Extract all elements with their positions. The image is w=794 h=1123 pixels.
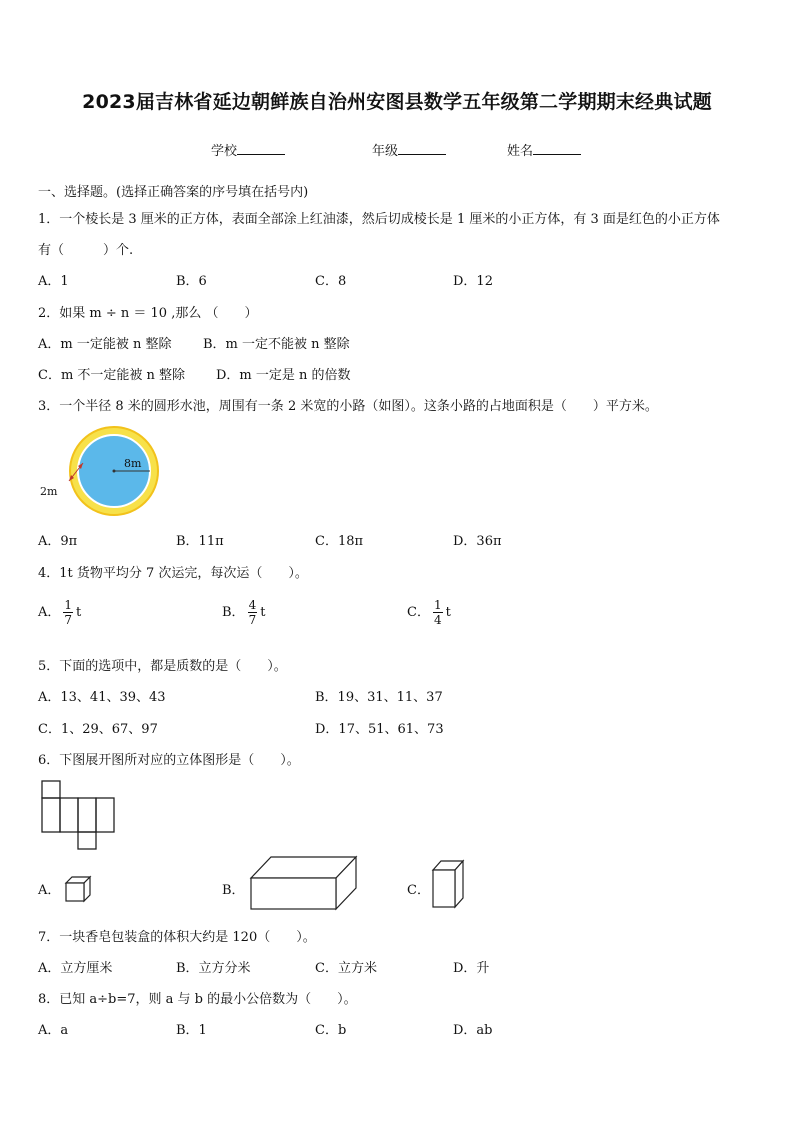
q5-option-d: D．17、51、61、73: [315, 722, 444, 737]
school-label: 学校: [211, 144, 238, 159]
radius-label: 8m: [124, 457, 142, 470]
q7-option-b: B．立方分米: [176, 961, 251, 976]
numerator: 1: [64, 598, 73, 612]
q5-option-a: A．13、41、39、43: [38, 690, 166, 705]
q1-option-b: B．6: [176, 274, 207, 289]
q6-option-c: C．: [407, 883, 430, 898]
grade-blank: [398, 142, 446, 155]
q4-option-c: [407, 598, 451, 627]
cube-net-figure: [40, 779, 120, 851]
q4-option-a: [38, 598, 81, 627]
numerator: 1: [433, 598, 442, 612]
grade-label: 年级: [372, 144, 399, 159]
section-heading: 一、选择题。(选择正确答案的序号填在括号内): [38, 185, 309, 200]
unit: t: [260, 605, 266, 620]
q4-text: 4．1t 货物平均分 7 次运完，每次运（ ）。: [38, 566, 308, 581]
q3-option-d: D．36π: [453, 534, 502, 549]
q1-option-a: A．1: [38, 274, 69, 289]
denominator: 7: [64, 613, 73, 627]
q5-option-c: C．1、29、67、97: [38, 722, 158, 737]
net-face: [78, 832, 96, 849]
q4-option-b-label: B．: [222, 605, 245, 620]
flat-cuboid-figure: [248, 853, 360, 911]
fraction: [248, 598, 258, 627]
name-field: [507, 140, 581, 159]
net-face: [42, 798, 60, 832]
fraction: [63, 598, 73, 627]
q5-option-b: B．19、31、11、37: [315, 690, 443, 705]
q7-option-a: A．立方厘米: [38, 961, 113, 976]
grade-field: [372, 140, 446, 159]
tall-cuboid-front-face: [433, 870, 455, 907]
tall-cuboid-figure: [430, 858, 466, 910]
net-face: [96, 798, 114, 832]
q3-option-a: A．9π: [38, 534, 78, 549]
pool-figure: [36, 425, 166, 515]
q2-option-a: A．m 一定能被 n 整除: [38, 337, 172, 352]
denominator: 7: [248, 613, 257, 627]
denominator: 4: [433, 613, 442, 627]
net-face: [78, 798, 96, 832]
unit: t: [76, 605, 82, 620]
q6-option-a: A．: [38, 883, 61, 898]
q1-text: 1．一个棱长是 3 厘米的正方体，表面全部涂上红油漆，然后切成棱长是 1 厘米的小正方体，有 3 面是红色的小正方体: [38, 212, 720, 227]
small-cube-figure: [64, 875, 96, 905]
q3-text: 3．一个半径 8 米的圆形水池，周围有一条 2 米宽的小路（如图）。这条小路的占地面积是（ ）平方米。: [38, 399, 658, 414]
school-blank: [237, 142, 285, 155]
q3-option-c: C．18π: [315, 534, 364, 549]
q4-option-c-label: C．: [407, 605, 430, 620]
q6-option-b: B．: [222, 883, 245, 898]
cube-front-face: [66, 883, 84, 901]
q2-option-d: D．m 一定是 n 的倍数: [216, 368, 351, 383]
tall-cuboid-side-face: [455, 861, 463, 907]
q4-option-a-label: A．: [38, 605, 61, 620]
q7-option-c: C．立方米: [315, 961, 377, 976]
q2-option-b: B．m 一定不能被 n 整除: [203, 337, 350, 352]
center-dot: [113, 470, 116, 473]
name-blank: [533, 142, 581, 155]
q8-text: 8．已知 a÷b=7，则 a 与 b 的最小公倍数为（ ）。: [38, 992, 357, 1007]
q6-text: 6．下图展开图所对应的立体图形是（ ）。: [38, 753, 300, 768]
q8-option-d: D．ab: [453, 1023, 493, 1038]
net-face: [60, 798, 78, 832]
q5-text: 5．下面的选项中，都是质数的是（ ）。: [38, 659, 287, 674]
numerator: 4: [248, 598, 257, 612]
q1-option-c: C．8: [315, 274, 347, 289]
q4-option-b: [222, 598, 265, 627]
cuboid-front-face: [251, 878, 336, 909]
q1-text-cont: 有（ ）个.: [38, 243, 134, 258]
unit: t: [445, 605, 451, 620]
fraction: [433, 598, 443, 627]
q1-option-d: D．12: [453, 274, 493, 289]
path-width-label: 2m: [40, 485, 58, 498]
q7-option-d: D．升: [453, 961, 490, 976]
q8-option-c: C．b: [315, 1023, 347, 1038]
net-face: [42, 781, 60, 798]
q2-text: 2．如果 m ÷ n ＝ 10 ,那么 （ ）: [38, 306, 258, 321]
page-title: 2023届吉林省延边朝鲜族自治州安图县数学五年级第二学期期末经典试题: [82, 91, 712, 113]
q7-text: 7．一块香皂包装盒的体积大约是 120（ ）。: [38, 930, 316, 945]
q3-option-b: B．11π: [176, 534, 224, 549]
q2-option-c: C．m 不一定能被 n 整除: [38, 368, 186, 383]
name-label: 姓名: [507, 144, 534, 159]
school-field: [211, 140, 285, 159]
q8-option-b: B．1: [176, 1023, 207, 1038]
q8-option-a: A．a: [38, 1023, 69, 1038]
